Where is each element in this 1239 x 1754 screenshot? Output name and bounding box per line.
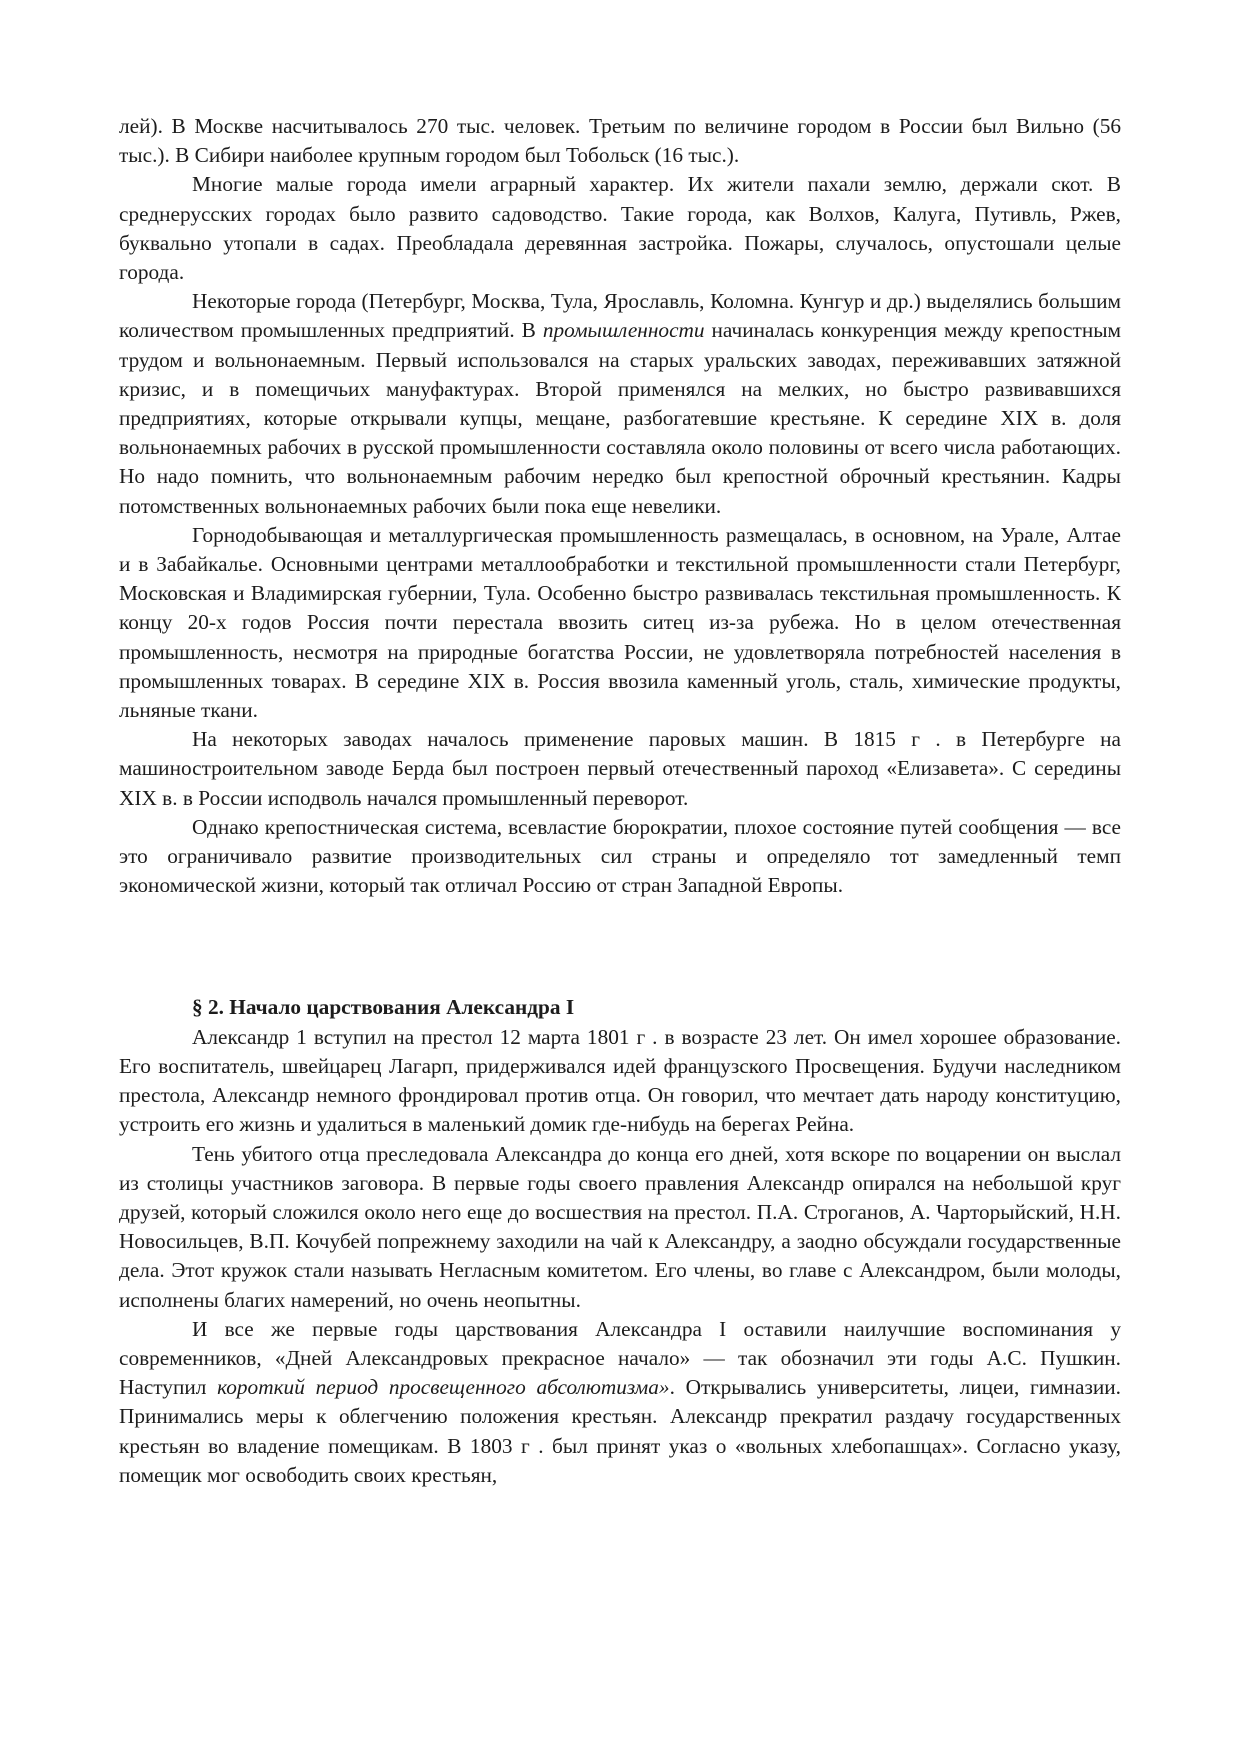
paragraph (119, 112, 1121, 170)
text-segment: Многие малые города имели аграрный характер. Их жители пахали землю, держали скот. В среднерусских городах было развито садоводство. Такие города, как Волхов, Калуга, Путивль, Ржев, буквально утопали в садах. Преобладала деревянная застройка. Пожары, случалось, опустошали целые города. (119, 172, 1121, 285)
paragraph (119, 521, 1121, 725)
text-segment: И все же первые годы царствования Александра I оставили наилучшие воспоминания у современников, «Дней Александровых прекрасное начало» — так обозначил эти годы А.С. Пушкин. Наступил (119, 1316, 1121, 1400)
text-segment: Некоторые города (Петербург, Москва, Тула, Ярославль, Коломна. Кунгур и др.) выделялись большим количеством промышленных предприятий. В (119, 289, 1121, 343)
text-segment: Однако крепостническая система, всевластие бюрократии, плохое состояние путей сообщения — все это ограничивало развитие производительных сил страны и определяло тот замедленный темп экономической жизни, который так отличал Россию от стран Западной Европы. (119, 814, 1121, 898)
paragraph (119, 1140, 1121, 1315)
text-segment: Александр 1 вступил на престол 12 марта 1801 г . в возрасте 23 лет. Он имел хорошее образование. Его воспитатель, швейцарец Лагарп, придерживался идей французского Просвещения. Будучи наследником престола, Александр немного фрондировал против отца. Он говорил, что мечтает дать народу конституцию, устроить его жизнь и удалиться в маленький домик где-нибудь на берегах Рейна. (119, 1024, 1121, 1137)
paragraph (119, 813, 1121, 901)
text-block-alexander (119, 1023, 1121, 1490)
section-heading: § 2. Начало царствования Александра I (192, 995, 575, 1020)
italic-text: промышленности (542, 318, 705, 343)
text-segment: начиналась конкуренция между крепостным трудом и вольнонаемным. Первый использовался на старых уральских заводах, переживавших затяжной кризис, и в помещичьих мануфактурах. Второй применялся на мелких, но быстро развивавшихся предприятиях, которые открывали купцы, мещане, разбогатевшие крестьяне. К середине XIX в. доля вольнонаемных рабочих в русской промышленности составляла около половины от всего числа работающих. Но надо помнить, что вольнонаемным рабочим нередко был крепостной оброчный крестьянин. Кадры потомственных вольнонаемных рабочих были пока еще невелики. (119, 318, 1121, 518)
document-page (119, 112, 1121, 1490)
text-segment: . Открывались университеты, лицеи, гимназии. Принимались меры к облегчению положения крестьян. Александр прекратил раздачу государственных крестьян во владение помещикам. В 1803 г . был принят указ о «вольных хлебопашцах». Согласно указу, помещик мог освободить своих крестьян, (119, 1375, 1121, 1487)
text-block-economy (119, 112, 1121, 900)
text-segment: лей). В Москве насчитывалось 270 тыс. человек. Третьим по величине городом в России был Вильно (56 тыс.). В Сибири наиболее крупным городом был Тобольск (16 тыс.). (119, 114, 1121, 168)
italic-text: короткий период просвещенного абсолютизма» (217, 1375, 670, 1400)
section-spacer (119, 900, 1121, 993)
text-segment: Горнодобывающая и металлургическая промышленность размещалась, в основном, на Урале, Алтае и в Забайкалье. Основными центрами металлообработки и текстильной промышленности стали Петербург, Московская и Владимирская губернии, Тула. Особенно быстро развивалась текстильная промышленность. К концу 20-х годов Россия почти перестала ввозить ситец из-за рубежа. Но в целом отечественная промышленность, несмотря на природные богатства России, не удовлетворяла потребностей населения в промышленных товарах. В середине XIX в. Россия ввозила каменный уголь, сталь, химические продукты, льняные ткани. (119, 522, 1121, 723)
paragraph (119, 1315, 1121, 1490)
text-segment: Тень убитого отца преследовала Александра до конца его дней, хотя вскоре по воцарении он выслал из столицы участников заговора. В первые годы своего правления Александр опирался на небольшой круг друзей, который сложился около него еще до восшествия на престол. П.А. Строганов, А. Чарторыйский, Н.Н. Новосильцев, В.П. Кочубей попрежнему заходили на чай к Александру, а заодно обсуждали государственные дела. Этот кружок стали называть Негласным комитетом. Его члены, во главе с Александром, были молоды, исполнены благих намерений, но очень неопытны. (119, 1141, 1121, 1312)
paragraph (119, 170, 1121, 287)
text-segment: На некоторых заводах началось применение паровых машин. В 1815 г . в Петербурге на машиностроительном заводе Берда был построен первый отечественный пароход «Елизавета». С середины XIX в. в России исподволь начался промышленный переворот. (119, 727, 1121, 810)
paragraph (119, 725, 1121, 813)
paragraph (119, 1023, 1121, 1140)
paragraph (119, 287, 1121, 521)
